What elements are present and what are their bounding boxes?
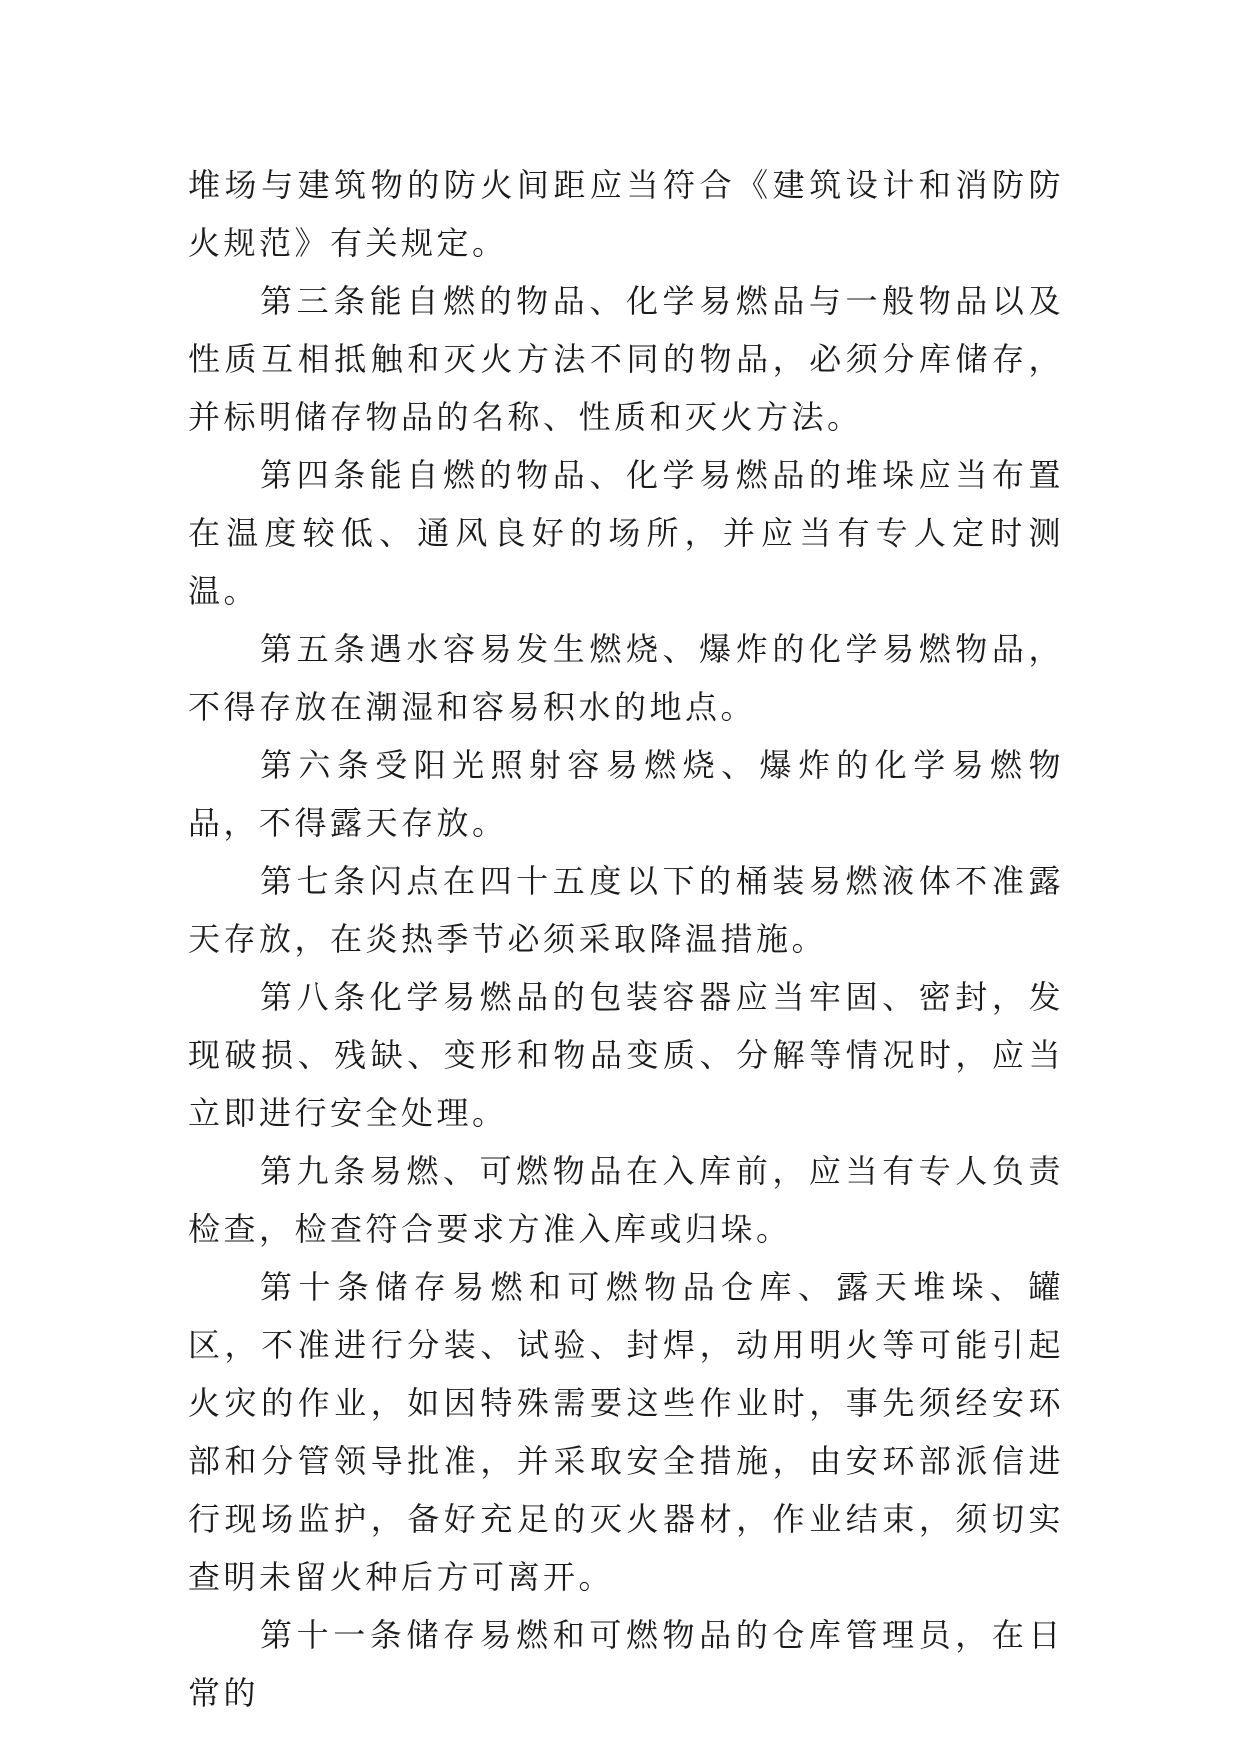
paragraph-article-11: 第十一条储存易燃和可燃物品的仓库管理员，在日常的 <box>188 1616 1064 1712</box>
document-body <box>188 156 1064 1722</box>
paragraph-article-5: 第五条遇水容易发生燃烧、爆炸的化学易燃物品，不得存放在潮湿和容易积水的地点。 <box>188 630 1064 726</box>
paragraph-article-10: 第十条储存易燃和可燃物品仓库、露天堆垛、罐区，不准进行分装、试验、封焊，动用明火等可能引起火灾的作业，如因特殊需要这些作业时，事先须经安环部和分管领导批准，并采取安全措施，由安环部派信进行现场监护，备好充足的灭火器材，作业结束，须切实查明未留火种后方可离开。 <box>188 1268 1064 1596</box>
paragraph-article-6: 第六条受阳光照射容易燃烧、爆炸的化学易燃物品，不得露天存放。 <box>188 746 1064 842</box>
paragraph-article-7: 第七条闪点在四十五度以下的桶装易燃液体不准露天存放，在炎热季节必须采取降温措施。 <box>188 862 1064 958</box>
paragraph-article-3: 第三条能自燃的物品、化学易燃品与一般物品以及性质互相抵触和灭火方法不同的物品，必须分库储存，并标明储存物品的名称、性质和灭火方法。 <box>188 282 1064 436</box>
paragraph-article-9: 第九条易燃、可燃物品在入库前，应当有专人负责检查，检查符合要求方准入库或归垛。 <box>188 1152 1064 1248</box>
paragraph-article-4: 第四条能自燃的物品、化学易燃品的堆垛应当布置在温度较低、通风良好的场所，并应当有专人定时测温。 <box>188 456 1064 610</box>
paragraph-article-8: 第八条化学易燃品的包装容器应当牢固、密封，发现破损、残缺、变形和物品变质、分解等情况时，应当立即进行安全处理。 <box>188 978 1064 1132</box>
paragraph-continuation: 堆场与建筑物的防火间距应当符合《建筑设计和消防防火规范》有关规定。 <box>188 166 1064 262</box>
